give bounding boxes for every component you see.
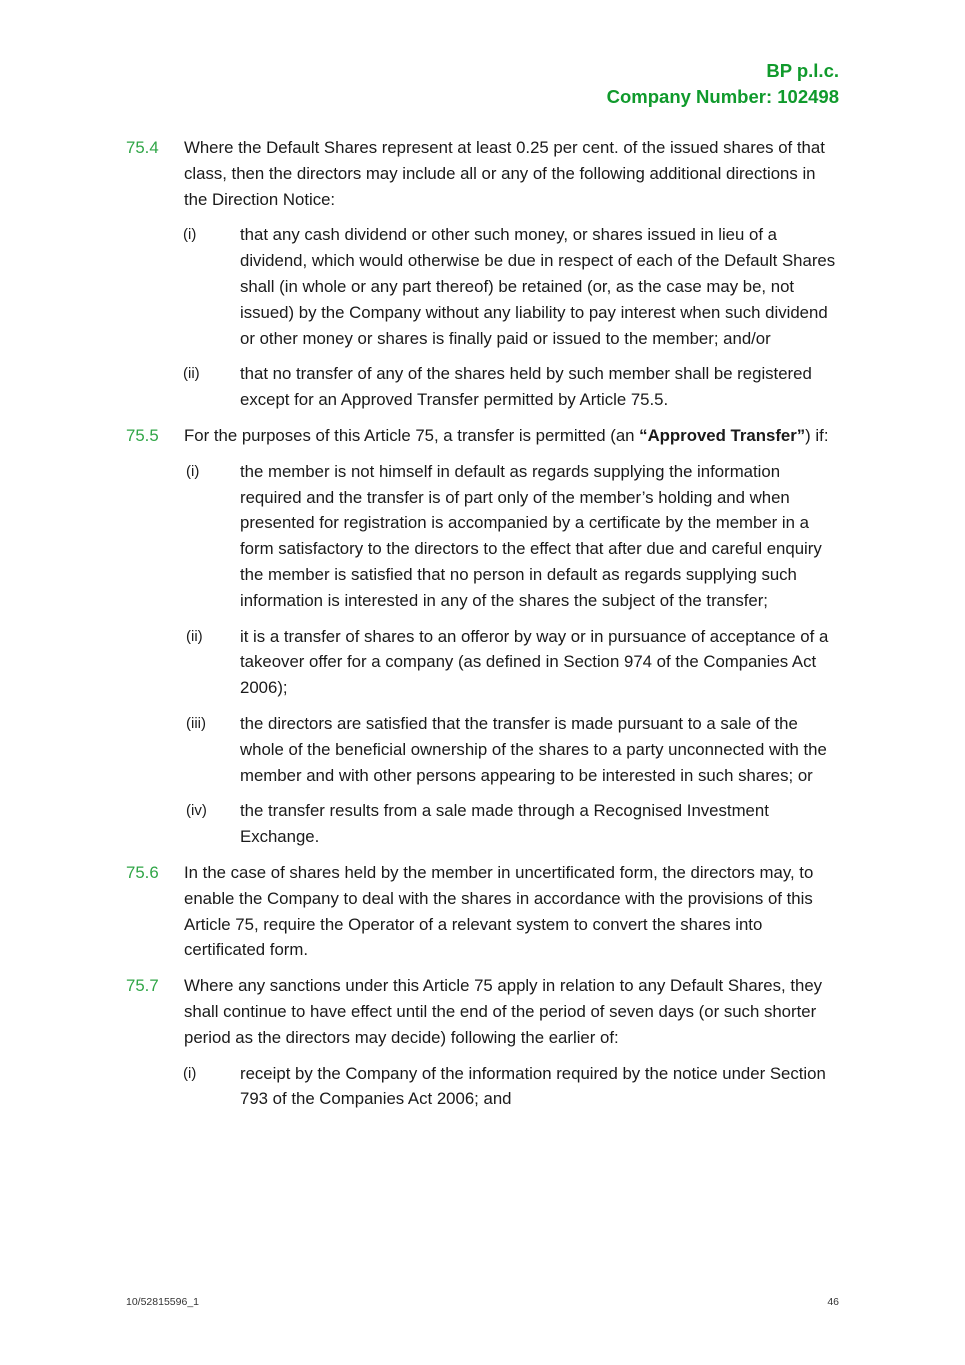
item-text: it is a transfer of shares to an offeror by way or in pursuance of acceptance of a takeover offer for a company (as defined in Section 974 of the Companies Act 2006); [240, 626, 829, 698]
item-number: (ii) [186, 627, 203, 645]
clause-75-4-item-ii [0, 361, 965, 413]
clause-text: Where any sanctions under this Article 75 apply in relation to any Default Shares, they shall continue to have effect until the end of the period of seven days (or such shorter period as the directors may decide) following the earlier of: [184, 976, 823, 1047]
clause-text [184, 423, 841, 449]
clause-75-5-item-ii [0, 624, 965, 701]
clause-75-7 [0, 973, 965, 1050]
clause-75-5 [0, 423, 965, 449]
page-body [0, 135, 965, 1122]
clause-number: 75.6 [126, 862, 159, 882]
clause-75-5-item-i [0, 459, 965, 614]
item-number: (ii) [183, 365, 200, 383]
item-number: (iii) [186, 714, 206, 732]
item-text: the transfer results from a sale made through a Recognised Investment Exchange. [240, 801, 769, 847]
clause-text: In the case of shares held by the member in uncertificated form, the directors may, to enable the Company to deal with the shares in accordance with the provisions of this Article 75, require the Operator of a relevant system to convert the shares into certificated form. [184, 862, 814, 960]
document-header [607, 58, 839, 110]
clause-75-4 [0, 135, 965, 212]
clause-75-6 [0, 860, 965, 963]
item-number: (i) [183, 226, 197, 244]
page-number: 46 [827, 1296, 839, 1308]
item-text: that no transfer of any of the shares held by such member shall be registered except for an Approved Transfer permitted by Article 75.5. [240, 364, 812, 410]
clause-text: Where the Default Shares represent at least 0.25 per cent. of the issued shares of that class, then the directors may include all or any of the following additional directions in the Direction Notice: [184, 138, 825, 209]
item-text: the member is not himself in default as regards supplying the information required and the transfer is of part only of the member’s holding and when presented for registration is accompanied by a certificate by the member in a form satisfactory to the directors to the effect that after due and careful enquiry the member is satisfied that no person in default as regards supplying such information is interested in any of the shares the subject of the transfer; [240, 461, 822, 610]
clause-75-4-item-i [0, 222, 965, 351]
clause-75-5-item-iv [0, 798, 965, 850]
item-number: (i) [186, 462, 200, 480]
defined-term-approved-transfer: “Approved Transfer” [639, 425, 806, 445]
clause-75-5-item-iii [0, 711, 965, 788]
item-number: (iv) [186, 802, 207, 820]
clause-number: 75.5 [126, 425, 159, 445]
clause-number: 75.7 [126, 976, 159, 996]
clause-number: 75.4 [126, 138, 159, 157]
item-text: receipt by the Company of the information required by the notice under Section 793 of the Companies Act 2006; and [240, 1063, 826, 1109]
clause-text-before: For the purposes of this Article 75, a transfer is permitted (an [184, 425, 640, 445]
document-reference: 10/52815596_1 [126, 1296, 199, 1308]
item-text: the directors are satisfied that the transfer is made pursuant to a sale of the whole of the beneficial ownership of the shares to a party unconnected with the member and with other persons appearing to be interested in such shares; or [240, 713, 827, 785]
item-number: (i) [183, 1064, 197, 1082]
clause-75-7-item-i [0, 1061, 965, 1113]
company-name: BP p.l.c. [766, 60, 839, 81]
company-number: Company Number: 102498 [606, 86, 839, 107]
item-text: that any cash dividend or other such money, or shares issued in lieu of a dividend, which would otherwise be due in respect of each of the Default Shares shall (in whole or any part thereof) be retained (or, as the case may be, not issued) by the Company without any liability to pay interest when such dividend or other money or shares is finally paid or issued to the member; and/or [240, 225, 836, 348]
clause-text-after: ) if: [805, 425, 829, 445]
